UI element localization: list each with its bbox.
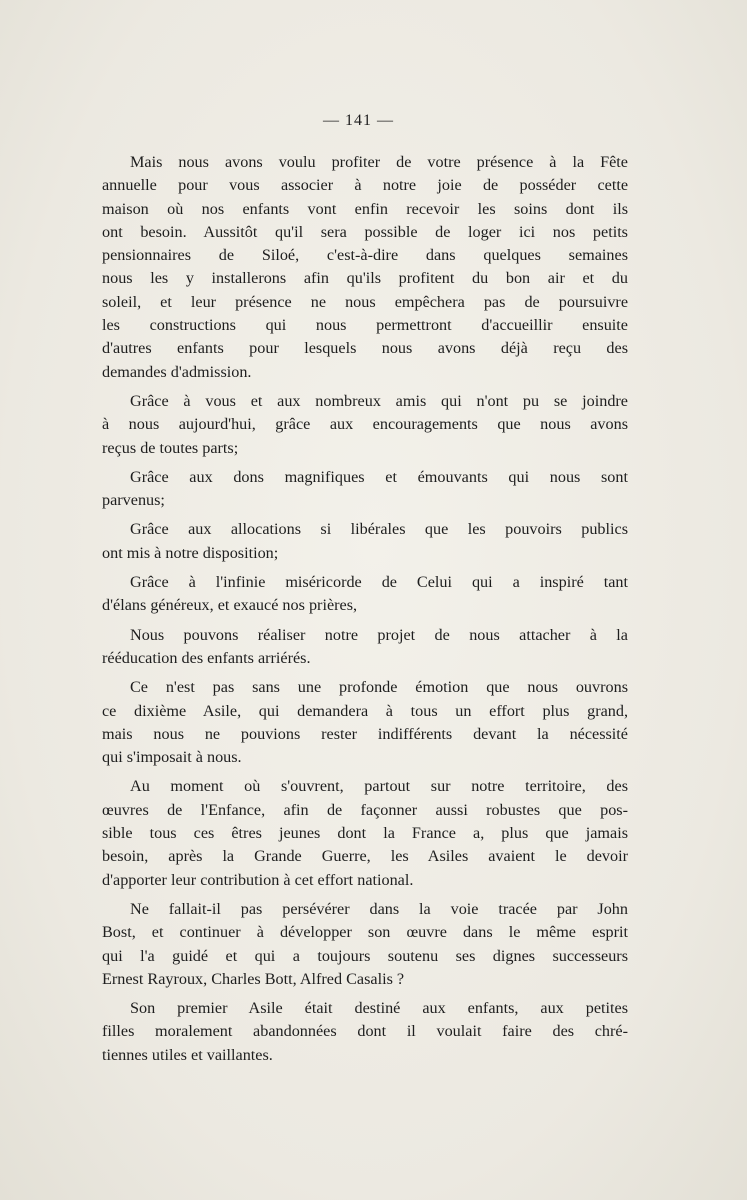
- body-text: [102, 151, 628, 1073]
- paragraph: [102, 898, 628, 991]
- text-line: Ernest Rayroux, Charles Bott, Alfred Casalis ?: [102, 969, 405, 988]
- text-line: Grâce à l'infinie miséricorde de Celui qui a inspiré tant: [130, 573, 628, 592]
- text-line: maison où nos enfants vont enfin recevoir les soins dont ils: [102, 199, 628, 218]
- text-line: filles moralement abandonnées dont il voulait faire des chré-: [102, 1022, 628, 1041]
- text-line: à nous aujourd'hui, grâce aux encouragements que nous avons: [102, 415, 628, 434]
- paragraph: [102, 466, 628, 513]
- text-line: d'élans généreux, et exaucé nos prières,: [102, 596, 358, 615]
- paragraph: [102, 624, 628, 671]
- text-line: nous les y installerons afin qu'ils profitent du bon air et du: [102, 269, 628, 288]
- text-line: ce dixième Asile, qui demandera à tous un effort plus grand,: [102, 701, 628, 720]
- paragraph: [102, 390, 628, 460]
- text-line: Nous pouvons réaliser notre projet de nous attacher à la: [130, 625, 628, 644]
- text-line: Ne fallait-il pas persévérer dans la voie tracée par John: [130, 899, 628, 918]
- text-line: demandes d'admission.: [102, 362, 252, 381]
- text-line: Mais nous avons voulu profiter de votre présence à la Fête: [130, 153, 628, 171]
- page-number: — 141 —: [323, 112, 394, 129]
- text-line: qui l'a guidé et qui a toujours soutenu ses dignes successeurs: [102, 946, 628, 965]
- text-line: rééducation des enfants arriérés.: [102, 648, 311, 667]
- text-line: mais nous ne pouvions rester indifférents devant la nécessité: [102, 724, 628, 743]
- text-line: annuelle pour vous associer à notre joie de posséder cette: [102, 176, 628, 195]
- text-line: œuvres de l'Enfance, afin de façonner aussi robustes que pos-: [102, 800, 628, 819]
- text-line: Ce n'est pas sans une profonde émotion que nous ouvrons: [130, 678, 628, 697]
- paragraph: [102, 676, 628, 769]
- text-line: Grâce à vous et aux nombreux amis qui n'ont pu se joindre: [130, 391, 628, 410]
- text-line: les constructions qui nous permettront d'accueillir ensuite: [102, 316, 628, 335]
- text-line: Grâce aux allocations si libérales que les pouvoirs publics: [130, 520, 628, 539]
- text-line: sible tous ces êtres jeunes dont la France a, plus que jamais: [102, 824, 628, 843]
- paragraph: [102, 151, 628, 384]
- paragraph: [102, 571, 628, 618]
- paragraph: [102, 997, 628, 1067]
- text-line: parvenus;: [102, 491, 165, 510]
- text-line: d'autres enfants pour lesquels nous avons déjà reçu des: [102, 339, 628, 358]
- text-line: reçus de toutes parts;: [102, 438, 239, 457]
- text-line: ont besoin. Aussitôt qu'il sera possible de loger ici nos petits: [102, 222, 628, 241]
- paragraph: [102, 518, 628, 565]
- paragraph: [102, 775, 628, 891]
- text-line: qui s'imposait à nous.: [102, 748, 242, 767]
- text-line: soleil, et leur présence ne nous empêchera pas de poursuivre: [102, 292, 628, 311]
- text-line: pensionnaires de Siloé, c'est-à-dire dans quelques semaines: [102, 246, 628, 265]
- text-line: besoin, après la Grande Guerre, les Asiles avaient le devoir: [102, 847, 628, 866]
- text-line: Bost, et continuer à développer son œuvre dans le même esprit: [102, 923, 628, 942]
- text-line: Grâce aux dons magnifiques et émouvants qui nous sont: [130, 467, 628, 486]
- text-line: ont mis à notre disposition;: [102, 543, 279, 562]
- text-line: tiennes utiles et vaillantes.: [102, 1045, 273, 1064]
- text-line: Au moment où s'ouvrent, partout sur notre territoire, des: [130, 777, 628, 796]
- text-line: Son premier Asile était destiné aux enfants, aux petites: [130, 999, 628, 1018]
- text-line: d'apporter leur contribution à cet effort national.: [102, 870, 414, 889]
